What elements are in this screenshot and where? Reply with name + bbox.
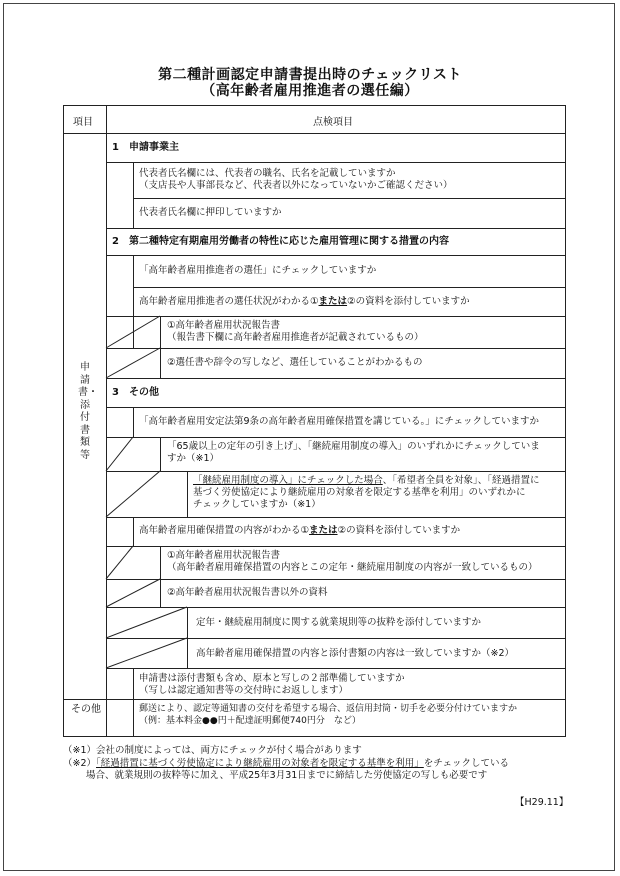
label-documents: 申請書・添付書類等: [78, 362, 98, 461]
row-text: 高年齢者雇用確保措置の内容がわかる①: [139, 525, 310, 536]
row-retirement-check: [167, 441, 540, 465]
footnote-text: （※2）: [63, 758, 97, 769]
row-text: （高年齢者雇用確保措置の内容とこの定年・継続雇用制度の内容が一致しているもの）: [167, 562, 538, 573]
row-text: すか（※1）: [167, 453, 220, 464]
row-appointment: ②選任書や辞令の写しなど、選任していることがわかるもの: [167, 357, 423, 368]
footnote-2: [63, 758, 509, 770]
header-item: 項目: [73, 117, 93, 128]
row-text: ②の資料を添付していますか: [347, 296, 470, 307]
row-status-report: [167, 320, 424, 344]
header-check: 点検項目: [313, 117, 353, 128]
row-status-report-2: [167, 550, 538, 574]
row-work-rules: 定年・継続雇用制度に関する就業規則等の抜粋を添付していますか: [196, 617, 482, 628]
section-3: 3 その他: [112, 387, 159, 398]
row-other-docs: ②高年齢者雇用状況報告書以外の資料: [167, 587, 328, 598]
row-continued-employment: [193, 475, 539, 511]
emphasis-text: または: [309, 525, 338, 536]
row-text: 、「希望者全員を対象」、「経過措置に: [382, 475, 540, 486]
diagonal-mark: [106, 437, 133, 471]
diagonal-mark: [106, 546, 133, 579]
section-1: 1 申請事業主: [112, 142, 179, 153]
diagonal-mark: [106, 607, 187, 638]
row-text: ①高年齢者雇用状況報告書: [167, 320, 281, 331]
row-text: 「65歳以上の定年の引き上げ」、「継続雇用制度の導入」のいずれかにチェックしていま: [167, 441, 540, 452]
row-representative-name: [139, 168, 453, 192]
diagonal-mark: [106, 579, 160, 607]
page-subtitle: （高年齢者雇用推進者の選任編）: [201, 83, 419, 99]
footnote-emphasis: 「経過措置に基づく労使協定により継続雇用の対象者を限定する基準を利用」: [96, 758, 424, 769]
row-seal: 代表者氏名欄に押印していますか: [139, 207, 282, 218]
row-text: （写しは認定通知書等の交付時にお返しします）: [139, 685, 349, 696]
row-text: ①高年齢者雇用状況報告書: [167, 550, 281, 561]
row-text: 郵送により、認定等通知書の交付を希望する場合、返信用封筒・切手を必要分付けていますか: [139, 704, 518, 714]
row-promoter-check: 「高年齢者雇用推進者の選任」にチェックしていますか: [139, 265, 377, 276]
emphasis-text: 「継続雇用制度の導入」にチェックした場合: [193, 475, 383, 486]
row-text: 代表者氏名欄には、代表者の職名、氏名を記載していますか: [139, 168, 396, 179]
row-text: （例：基本料金●●円＋配達証明郵便740円分 など）: [139, 716, 361, 726]
diagonal-mark: [106, 316, 160, 348]
row-text: （報告書下欄に高年齢者雇用推進者が記載されているもの）: [167, 332, 424, 343]
row-text: 高年齢者雇用推進者の選任状況がわかる①: [139, 296, 319, 307]
footnote-2-cont: 場合、就業規則の抜粋等に加え、平成25年3月31日までに締結した労使協定の写しも必要です: [86, 770, 488, 781]
row-text: （支店長や人事部長など、代表者以外になっていないかご確認ください）: [139, 180, 453, 191]
row-text: チェックしていますか（※1）: [193, 499, 321, 510]
row-text: 基づく労使協定により継続雇用の対象者を限定する基準を利用」のいずれかに: [193, 487, 526, 498]
version-label: 【H29.11】: [515, 797, 569, 808]
page-title: 第二種計画認定申請書提出時のチェックリスト: [158, 67, 462, 83]
row-art9-check: 「高年齢者雇用安定法第9条の高年齢者雇用確保措置を講じている。」にチェックしていますか: [139, 416, 540, 427]
label-other: その他: [71, 704, 101, 715]
diagonal-mark: [106, 638, 187, 668]
emphasis-text: または: [318, 296, 348, 307]
row-two-copies: [139, 673, 405, 697]
footnote-text: をチェックしている: [423, 758, 509, 769]
row-promoter-docs: [139, 296, 470, 308]
diagonal-mark: [106, 348, 160, 378]
section-2: 2 第二種特定有期雇用労働者の特性に応じた雇用管理に関する措置の内容: [112, 236, 449, 247]
row-mailing: [139, 703, 517, 727]
row-consistency: 高年齢者雇用確保措置の内容と添付書類の内容は一致していますか（※2）: [196, 648, 515, 659]
row-measures-docs: [139, 525, 460, 537]
row-text: 申請書は添付書類も含め、原本と写しの２部準備していますか: [139, 673, 405, 684]
row-text: ②の資料を添付していますか: [337, 525, 461, 536]
footnote-1: （※1）会社の制度によっては、両方にチェックが付く場合があります: [63, 745, 362, 756]
diagonal-mark: [106, 471, 160, 517]
